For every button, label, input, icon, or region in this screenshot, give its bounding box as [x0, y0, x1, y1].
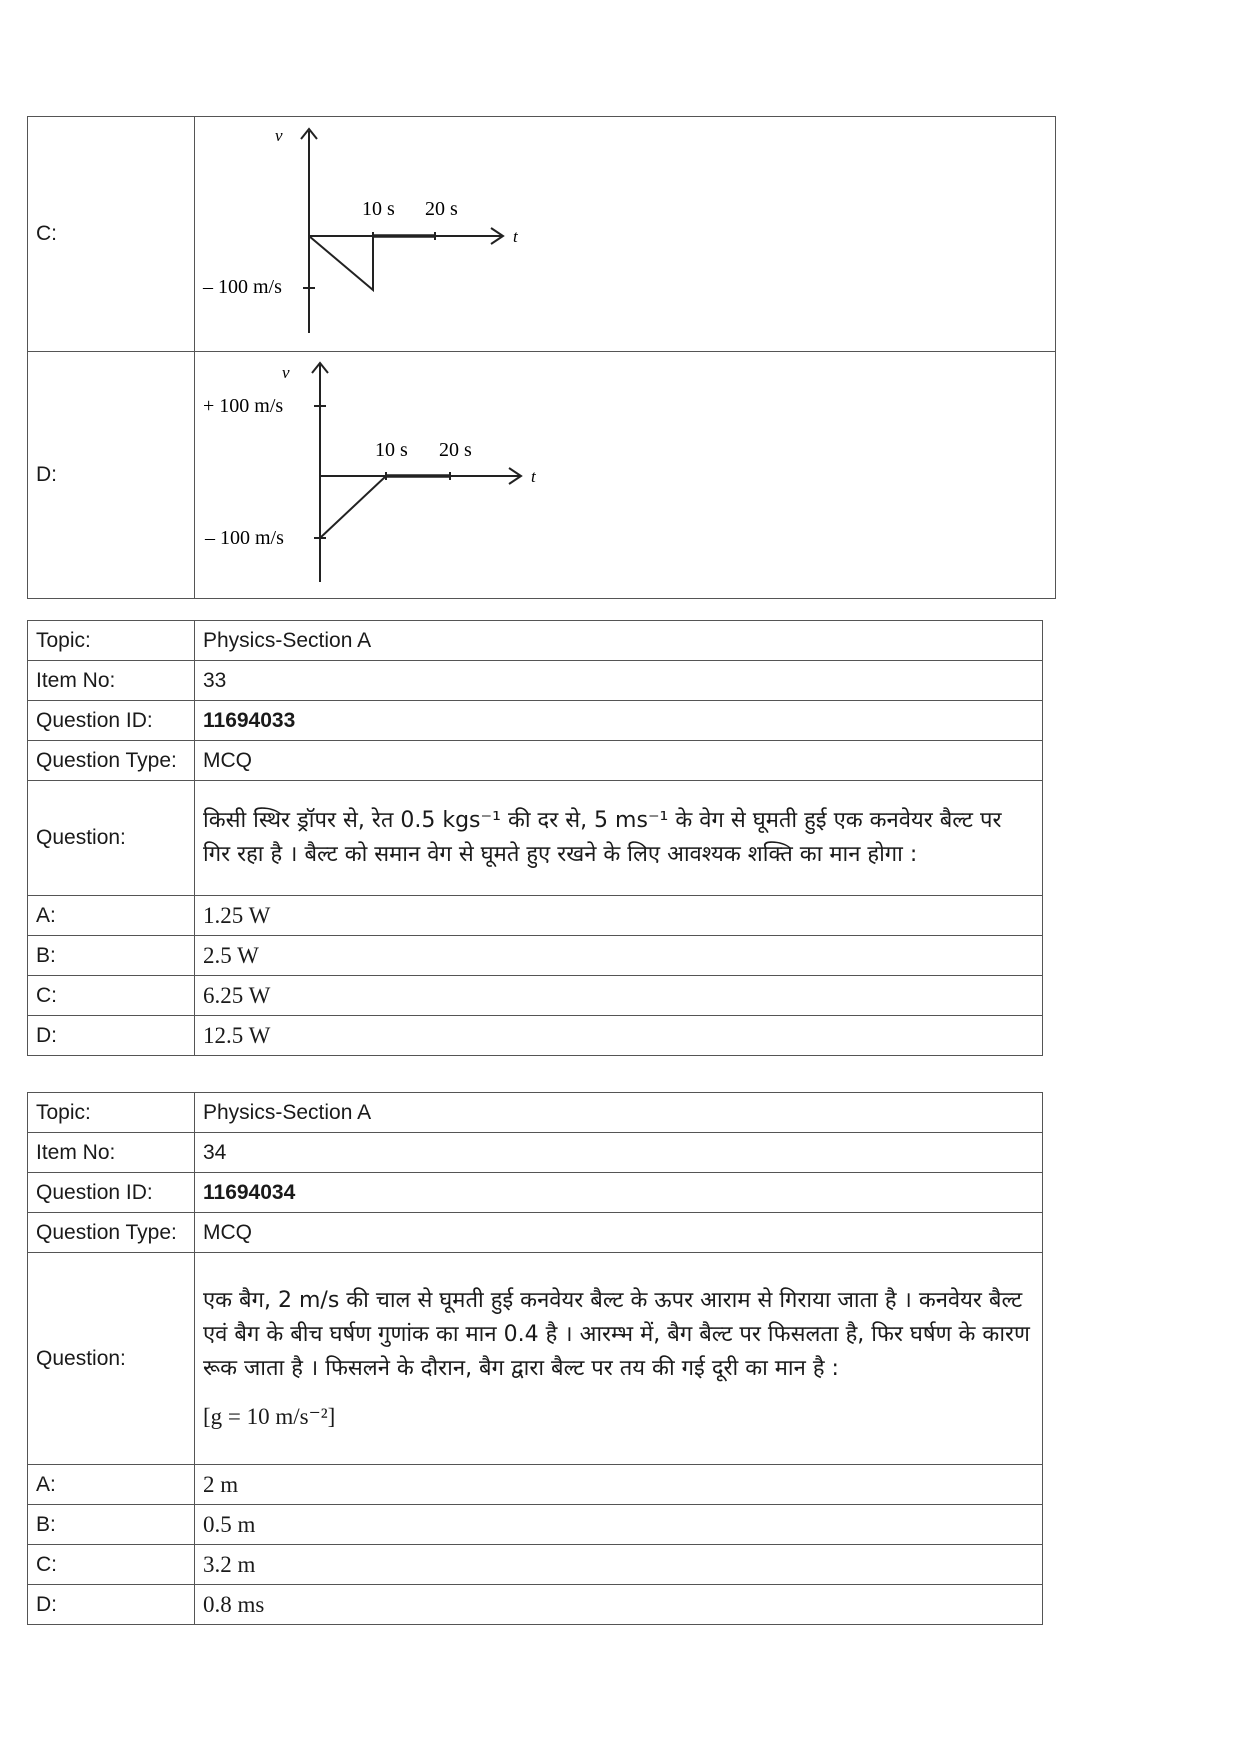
t-axis-label: t	[513, 227, 518, 246]
question-row	[28, 1253, 1043, 1465]
item-no-value: 33	[195, 661, 1043, 701]
option-label: B:	[28, 936, 195, 976]
option-row-c	[28, 117, 1056, 352]
option-graph-cell	[195, 352, 1056, 599]
item-no-value: 34	[195, 1133, 1043, 1173]
question-id-label: Question ID:	[28, 1173, 195, 1213]
option-value: 2.5 W	[195, 936, 1043, 976]
x-tick-label: 20 s	[439, 439, 472, 461]
question-type-label: Question Type:	[28, 741, 195, 781]
question-label: Question:	[28, 1253, 195, 1465]
v-axis-label: v	[275, 126, 283, 145]
question-type-row	[28, 741, 1043, 781]
question-id-row	[28, 701, 1043, 741]
question-type-value: MCQ	[195, 741, 1043, 781]
x-tick-label: 20 s	[425, 198, 458, 220]
question-id-value: 11694033	[195, 701, 1043, 741]
item-no-row	[28, 1133, 1043, 1173]
item-no-label: Item No:	[28, 1133, 195, 1173]
option-row-c	[28, 1545, 1043, 1585]
y-tick-label: + 100 m/s	[203, 395, 284, 417]
topic-row	[28, 1093, 1043, 1133]
option-row-a	[28, 1465, 1043, 1505]
question-id-value: 11694034	[195, 1173, 1043, 1213]
option-label: A:	[28, 1465, 195, 1505]
option-label: C:	[28, 1545, 195, 1585]
question-table-33	[27, 620, 1043, 1056]
previous-question-options-table	[27, 116, 1056, 599]
x-tick-label: 10 s	[375, 439, 408, 461]
option-row-c	[28, 976, 1043, 1016]
option-row-d	[28, 1585, 1043, 1625]
topic-label: Topic:	[28, 621, 195, 661]
velocity-line	[320, 476, 386, 538]
velocity-time-graph-d	[195, 352, 1055, 592]
velocity-time-graph-c	[195, 117, 1055, 345]
topic-label: Topic:	[28, 1093, 195, 1133]
item-no-row	[28, 661, 1043, 701]
question-text: किसी स्थिर ड्रॉपर से, रेत 0.5 kgs⁻¹ की दर से, 5 ms⁻¹ के वेग से घूमती हुई एक कनवेयर बैल्ट पर गिर रहा है । बैल्ट को समान वेग से घूमते हुए रखने के लिए आवश्यक शक्ति का मान होगा :	[195, 781, 1043, 896]
option-row-b	[28, 936, 1043, 976]
option-value: 0.8 ms	[195, 1585, 1043, 1625]
option-row-b	[28, 1505, 1043, 1545]
option-value: 1.25 W	[195, 896, 1043, 936]
question-id-label: Question ID:	[28, 701, 195, 741]
y-tick-label: – 100 m/s	[203, 276, 282, 298]
question-cell	[195, 1253, 1043, 1465]
option-row-d	[28, 352, 1056, 599]
option-value: 12.5 W	[195, 1016, 1043, 1056]
option-label: B:	[28, 1505, 195, 1545]
option-value: 6.25 W	[195, 976, 1043, 1016]
question-id-row	[28, 1173, 1043, 1213]
question-text: एक बैग, 2 m/s की चाल से घूमती हुई कनवेयर बैल्ट के ऊपर आराम से गिराया जाता है । कनवेयर बैल्ट एवं बैग के बीच घर्षण गुणांक का मान 0.4 है । आरम्भ में, बैग बैल्ट पर फिसलता है, फिर घर्षण के कारण रूक जाता है । फिसलने के दौरान, बैग द्वारा बैल्ट पर तय की गई दूरी का मान है :	[203, 1287, 1030, 1381]
option-row-a	[28, 896, 1043, 936]
option-graph-cell	[195, 117, 1056, 352]
v-axis-label: v	[282, 363, 290, 382]
option-row-d	[28, 1016, 1043, 1056]
option-value: 0.5 m	[195, 1505, 1043, 1545]
question-label: Question:	[28, 781, 195, 896]
option-label: D:	[28, 1016, 195, 1056]
option-label: C:	[28, 976, 195, 1016]
topic-value: Physics-Section A	[195, 1093, 1043, 1133]
option-label: C:	[28, 117, 195, 352]
velocity-line	[309, 236, 373, 290]
option-label: D:	[28, 1585, 195, 1625]
option-label: D:	[28, 352, 195, 599]
question-row	[28, 781, 1043, 896]
option-value: 3.2 m	[195, 1545, 1043, 1585]
question-type-value: MCQ	[195, 1213, 1043, 1253]
x-tick-label: 10 s	[362, 198, 395, 220]
question-type-label: Question Type:	[28, 1213, 195, 1253]
topic-value: Physics-Section A	[195, 621, 1043, 661]
option-value: 2 m	[195, 1465, 1043, 1505]
question-note: [g = 10 m/s⁻²]	[203, 1403, 336, 1429]
option-label: A:	[28, 896, 195, 936]
topic-row	[28, 621, 1043, 661]
t-axis-label: t	[531, 467, 536, 486]
item-no-label: Item No:	[28, 661, 195, 701]
question-table-34	[27, 1092, 1043, 1625]
question-type-row	[28, 1213, 1043, 1253]
y-tick-label: – 100 m/s	[205, 527, 284, 549]
